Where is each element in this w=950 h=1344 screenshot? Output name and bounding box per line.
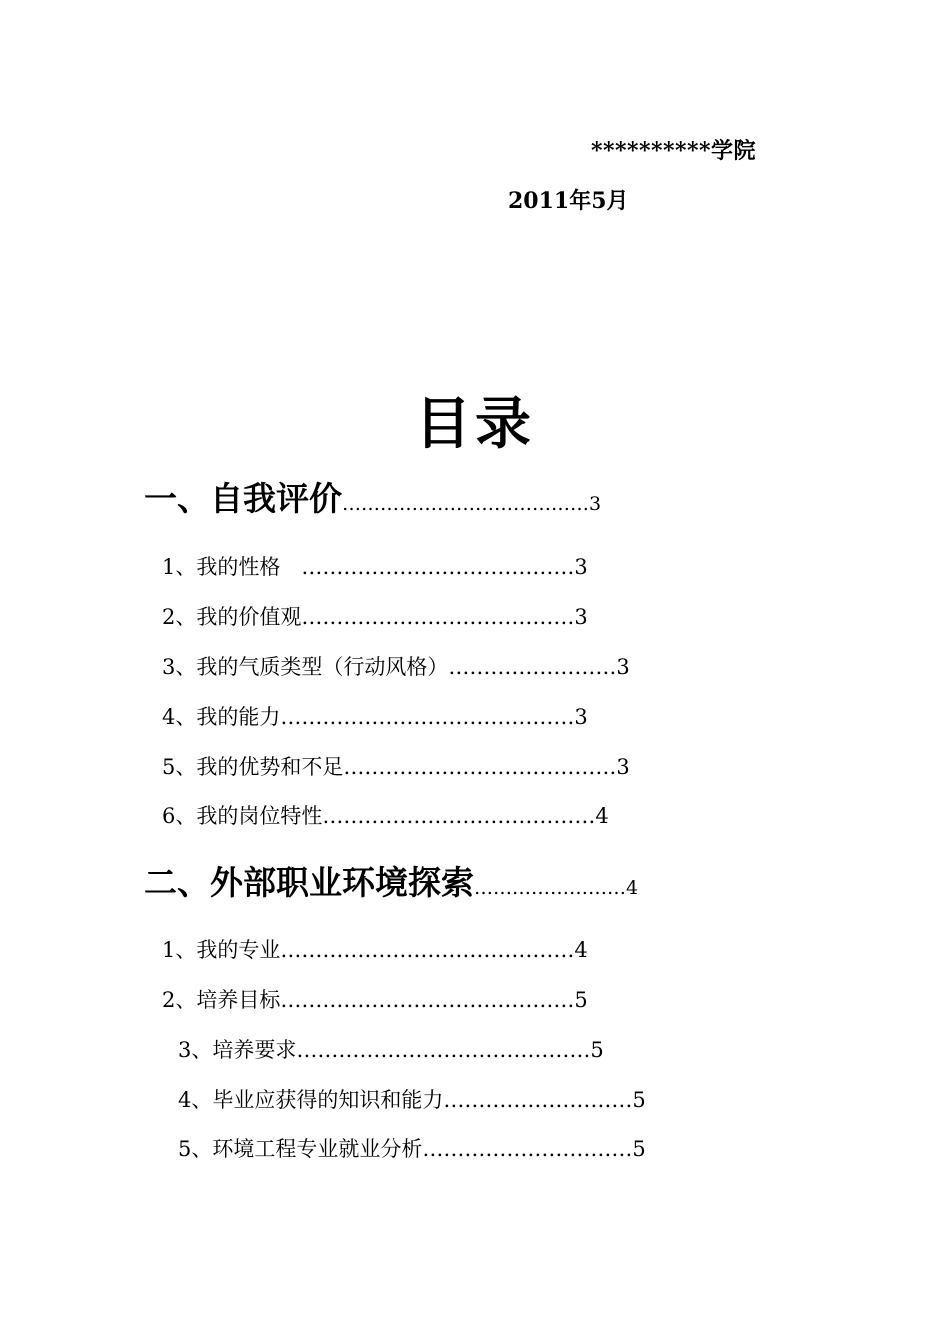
toc-entry-label: 4、毕业应获得的知识和能力 [178, 1088, 444, 1112]
toc-page-number: 3 [616, 655, 630, 679]
toc-entry [178, 1139, 646, 1160]
toc-entry-label: 3、我的气质类型（行动风格） [162, 655, 449, 679]
toc-page-number: 3 [574, 605, 588, 629]
toc-page-number: 5 [590, 1038, 604, 1062]
toc-entry-label: 1、我的性格 [162, 555, 302, 579]
toc-leader-dots: …………………………………… [280, 705, 575, 729]
toc-entry-label: 2、我的价值观 [162, 605, 302, 629]
toc-entry [162, 657, 630, 678]
toc-title: 目录 [415, 391, 535, 457]
toc-leader-dots: ………………………………… [342, 493, 589, 515]
toc-entry [162, 757, 630, 778]
toc-section-label: 二、外部职业环境探索 [144, 863, 474, 902]
toc-entry-label: 4、我的能力 [162, 705, 281, 729]
toc-entry [178, 1040, 604, 1061]
toc-leader-dots: ………………………… [422, 1137, 633, 1161]
toc-entry-label: 6、我的岗位特性 [162, 804, 323, 828]
toc-entry [162, 940, 588, 961]
toc-entry-label: 2、培养目标 [162, 988, 281, 1012]
toc-leader-dots: ……………………… [443, 1088, 633, 1112]
toc-entry [162, 707, 588, 728]
toc-entry [162, 806, 609, 827]
document-date: 2011年5月 [508, 188, 629, 214]
toc-leader-dots: …………………… [474, 877, 626, 899]
toc-page-number: 4 [626, 877, 639, 899]
toc-leader-dots: ………………………………… [301, 605, 575, 629]
toc-entry [162, 607, 588, 628]
toc-page-number: 3 [589, 493, 602, 515]
toc-leader-dots: …………………………………… [280, 988, 575, 1012]
toc-entry [162, 990, 588, 1011]
toc-section-1 [144, 479, 602, 518]
institution-name: **********学院 [591, 138, 757, 164]
toc-leader-dots: …………………… [448, 655, 617, 679]
toc-leader-dots: …………………………………… [296, 1038, 591, 1062]
toc-section-label: 一、自我评价 [144, 479, 342, 518]
toc-entry-label: 5、环境工程专业就业分析 [178, 1137, 423, 1161]
toc-section-2 [144, 863, 639, 902]
toc-page-number: 4 [595, 804, 609, 828]
toc-leader-dots: …………………………………… [280, 938, 575, 962]
toc-page-number: 3 [616, 755, 630, 779]
toc-page-number: 3 [574, 555, 588, 579]
toc-entry [178, 1090, 646, 1111]
toc-page-number: 3 [574, 705, 588, 729]
toc-entry-label: 1、我的专业 [162, 938, 281, 962]
toc-leader-dots: ………………………………… [343, 755, 617, 779]
toc-entry-label: 3、培养要求 [178, 1038, 297, 1062]
toc-leader-dots: ………………………………… [301, 555, 575, 579]
toc-page-number: 4 [574, 938, 588, 962]
toc-page-number: 5 [632, 1137, 646, 1161]
toc-entry-label: 5、我的优势和不足 [162, 755, 344, 779]
toc-page-number: 5 [574, 988, 588, 1012]
toc-leader-dots: ………………………………… [322, 804, 596, 828]
toc-page-number: 5 [632, 1088, 646, 1112]
toc-entry [162, 557, 588, 578]
